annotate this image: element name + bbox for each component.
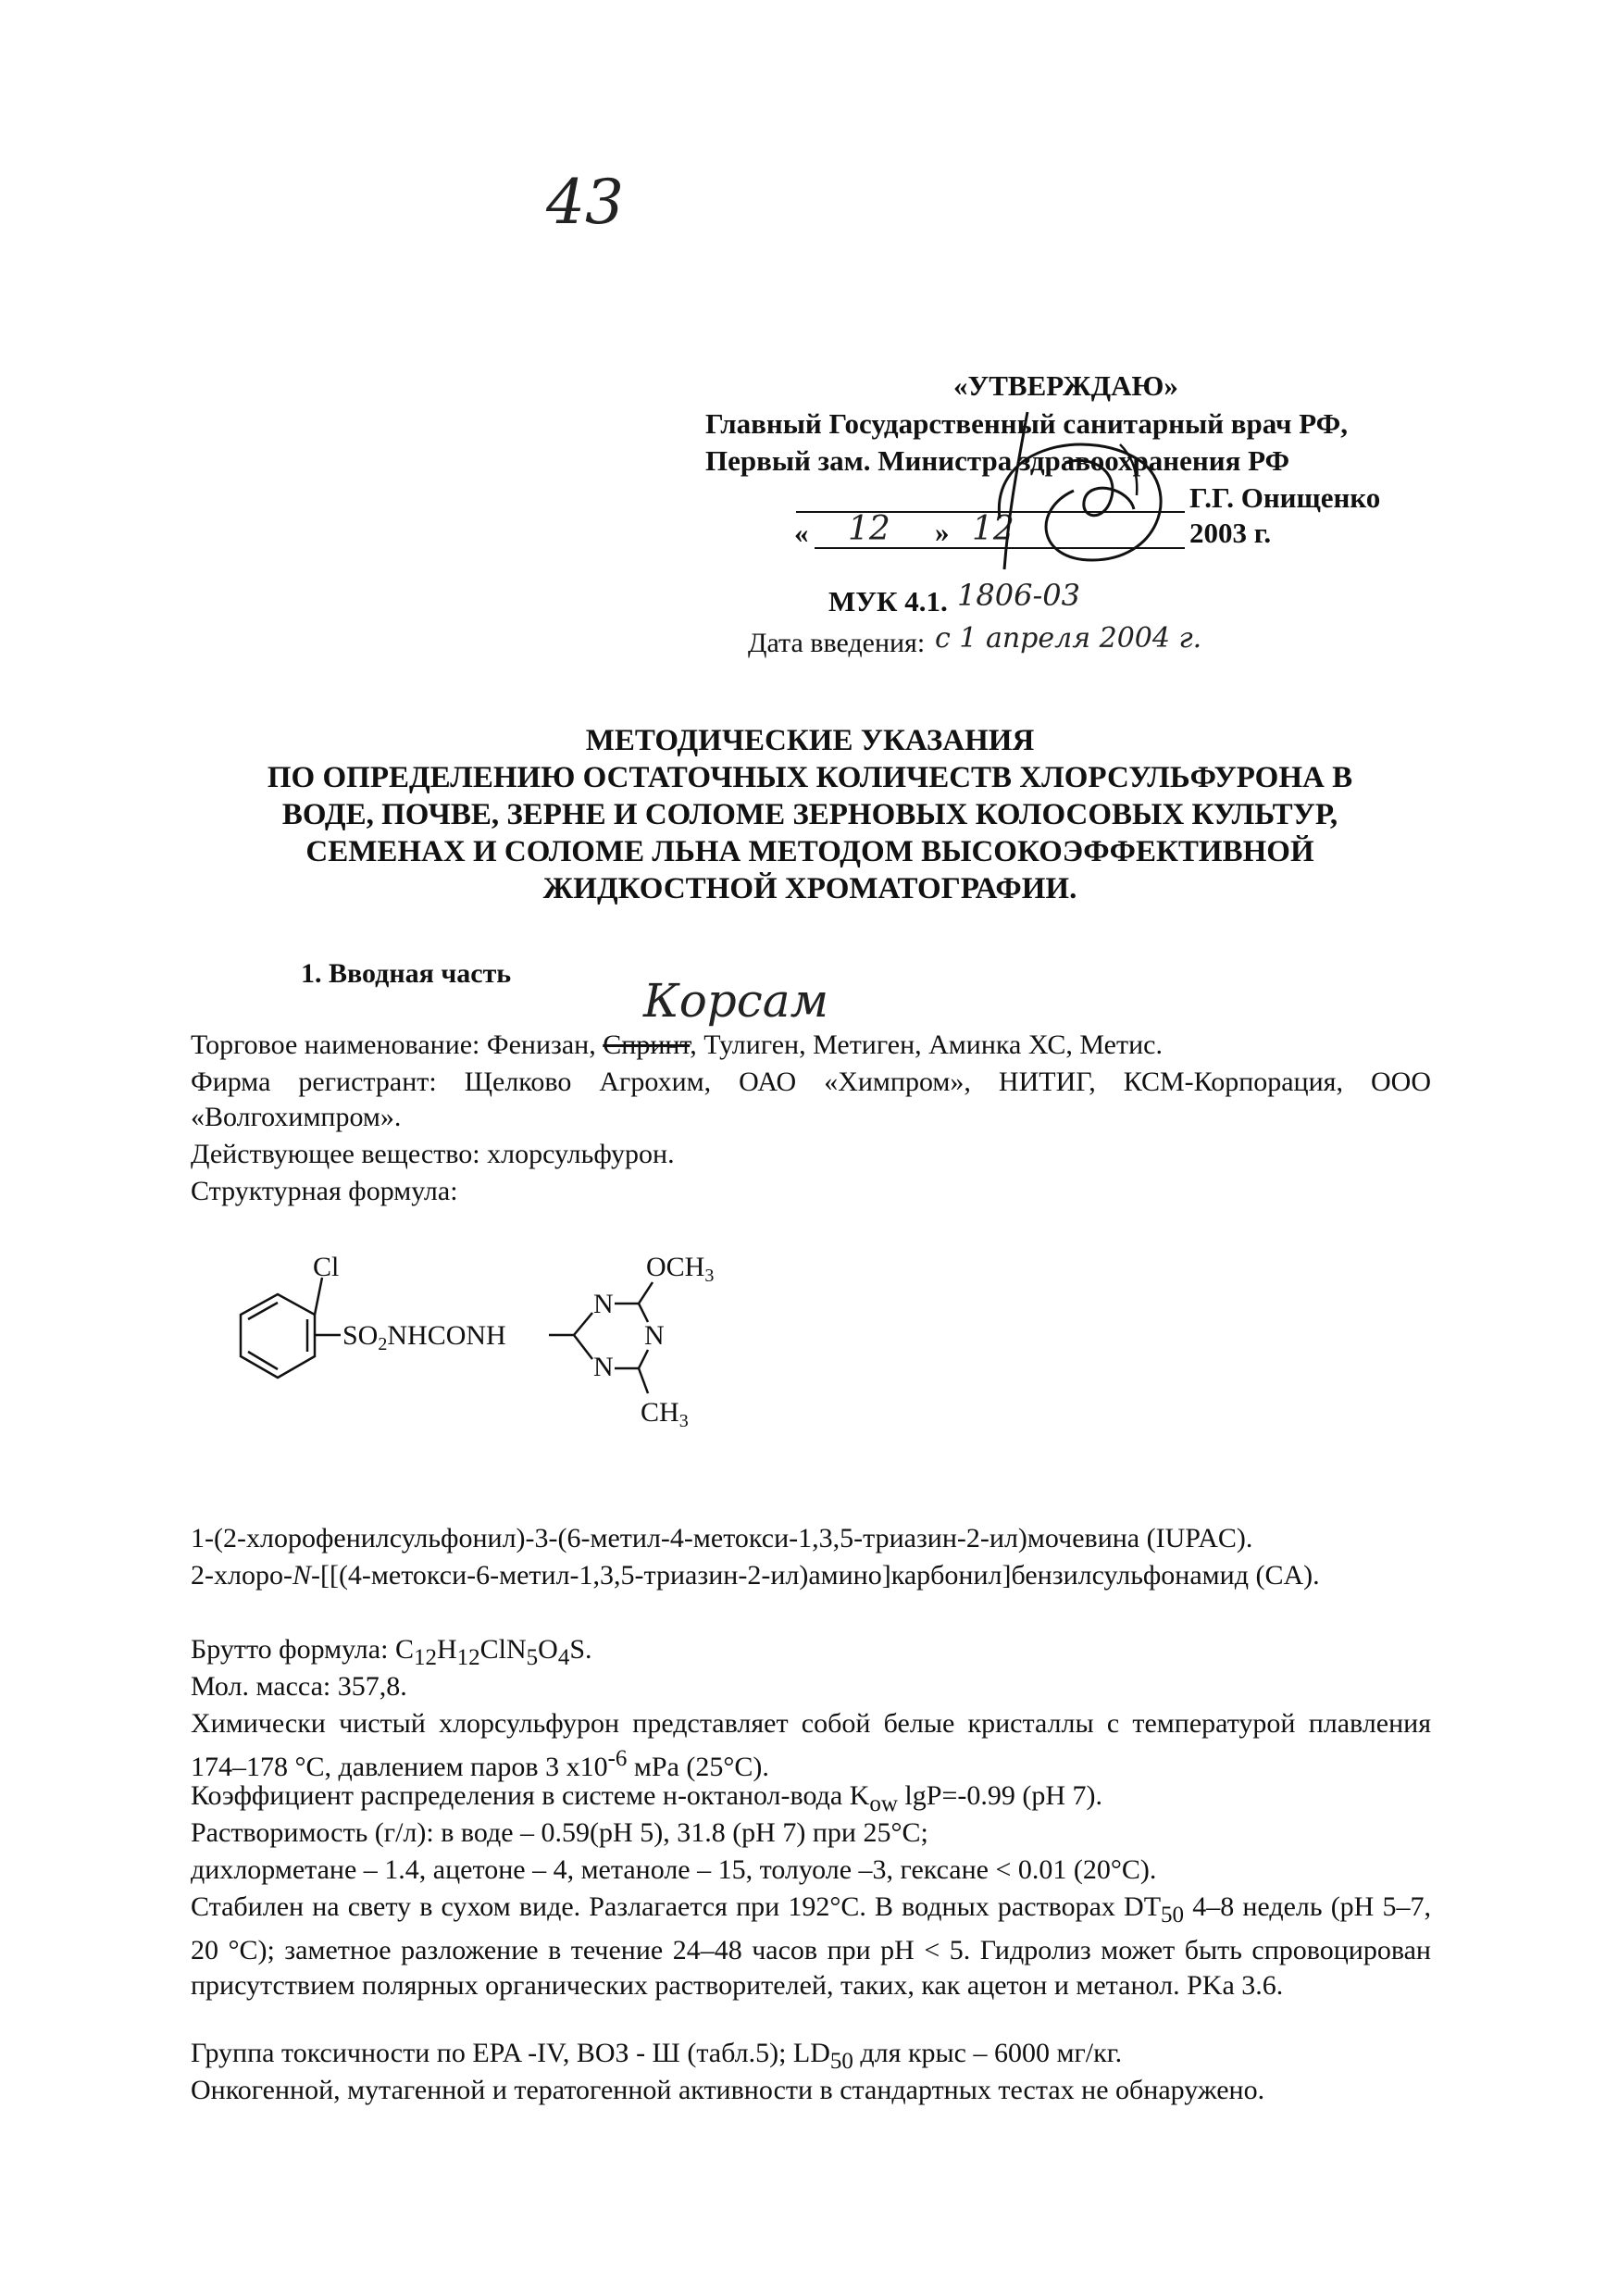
page-number: 43 (546, 167, 624, 238)
methoxy-label: $OCH_3$ (646, 1252, 715, 1286)
physical-properties: Химически чистый хлорсульфурон представляет собой белые кристаллы с температурой плавления 174–178 °С, давлением паров 3 $х10^{-6}$ мРа (25°С). (191, 1708, 1431, 1782)
chlorine-label: Cl (313, 1252, 340, 1282)
solubility-solvents: дихлорметане – 1.4, ацетоне – 4, метаноле – 15, толуоле –3, гексане < 0.01 (20°С). (191, 1854, 1157, 1885)
title-line: СЕМЕНАХ И СОЛОМЕ ЛЬНА МЕТОДОМ ВЫСОКОЭФФЕКТИВНОЙ (305, 835, 1314, 868)
oncogenic-activity: Онкогенной, мутагенной и тератогенной активности в стандартных тестах не обнаружено. (191, 2075, 1265, 2105)
gross-formula: Брутто формула: $C_{12}H_{12}ClN_5O_4S$. (191, 1634, 592, 1670)
registrant: Фирма регистрант: Щелково Агрохим, ОАО «Химпром», НИТИГ, КСМ-Корпорация, ООО «Волгохимпром». (191, 1067, 1431, 1132)
solubility-water: Растворимость (г/л): в воде – 0.59(pH 5), 31.8 (pH 7) при 25°С; (191, 1817, 928, 1848)
approver-name: Г.Г. Онищенко (1189, 481, 1381, 514)
approval-year: 2003 г. (1189, 517, 1272, 549)
title-line: ПО ОПРЕДЕЛЕНИЮ ОСТАТОЧНЫХ КОЛИЧЕСТВ ХЛОРСУЛЬФУРОНА В (267, 761, 1353, 794)
ca-name: 2-хлоро-N-[[(4-метокси-6-метил-1,3,5-триазин-2-ил)амино]карбонил]бензилсульфонамид (CA). (191, 1560, 1320, 1591)
active-substance: Действующее вещество: хлорсульфурон. (191, 1139, 675, 1169)
title-line: ВОДЕ, ПОЧВЕ, ЗЕРНЕ И СОЛОМЕ ЗЕРНОВЫХ КОЛОСОВЫХ КУЛЬТУР, (281, 798, 1338, 831)
stability: Стабилен на свету в сухом виде. Разлагается при 192°С. В водных растворах $DT_{50}$ 4–8 недель (pH 5–7, 20 °С); заметное разложение в течение 24–48 часов при pH < 5. Гидролиз может быть спровоцирован присутствием полярных органических растворителей, таких, как ацетон и метанол. PKa 3.6. (191, 1891, 1431, 2001)
section-heading: 1. Вводная часть (301, 958, 512, 989)
approval-position: Главный Государственный санитарный врач РФ, (705, 407, 1349, 440)
molecular-mass: Мол. масса: 357,8. (191, 1671, 407, 1702)
trade-name: Торговое наименование: Фенизан, Спринт, Тулиген, Метиген, Аминка ХС, Метис. (191, 1029, 1163, 1060)
approval-date-month: 12 (972, 510, 1014, 548)
approval-date-day: 12 (848, 510, 890, 548)
document-title (167, 722, 1453, 907)
sulfonyl-label: $SO_2NHCONH$ (342, 1320, 506, 1354)
approval-date-open: « (794, 517, 809, 549)
approval-title: «УТВЕРЖДАЮ» (953, 369, 1178, 402)
approval-position-2: Первый зам. Министра здравоохранения РФ (705, 444, 1290, 477)
handwritten-correction: Корсам (643, 974, 829, 1028)
handwritten-signature (981, 407, 1194, 574)
triazine-n3: N (593, 1352, 614, 1382)
toxicity: Группа токсичности по EPA -IV, ВОЗ - Ш (табл.5); $LD_{50}$ для крыс – 6000 мг/кг. (191, 2038, 1123, 2074)
title-line: МЕТОДИЧЕСКИЕ УКАЗАНИЯ (585, 724, 1035, 757)
partition-coefficient: Коэффициент распределения в системе н-октанол-вода $K_{ow}$ lgP=-0.99 (pH 7). (191, 1780, 1102, 1816)
structural-formula (204, 1241, 852, 1491)
methyl-label: $CH_3$ (641, 1397, 689, 1431)
structural-formula-label: Структурная формула: (191, 1176, 458, 1206)
struck-name: Спринт (603, 1029, 691, 1060)
muk-number: 1806-03 (957, 578, 1080, 613)
iupac-name: 1-(2-хлорофенилсульфонил)-3-(6-метил-4-метокси-1,3,5-триазин-2-ил)мочевина (IUPAC). (191, 1523, 1253, 1554)
introduction-date-label: Дата введения: (748, 628, 926, 658)
approval-date-close: » (935, 516, 950, 548)
introduction-date: с 1 апреля 2004 г. (935, 622, 1202, 655)
triazine-n1: N (593, 1289, 614, 1319)
triazine-n2: N (644, 1320, 665, 1351)
title-line: ЖИДКОСТНОЙ ХРОМАТОГРАФИИ. (542, 872, 1077, 905)
muk-label: МУК 4.1. (828, 585, 948, 618)
